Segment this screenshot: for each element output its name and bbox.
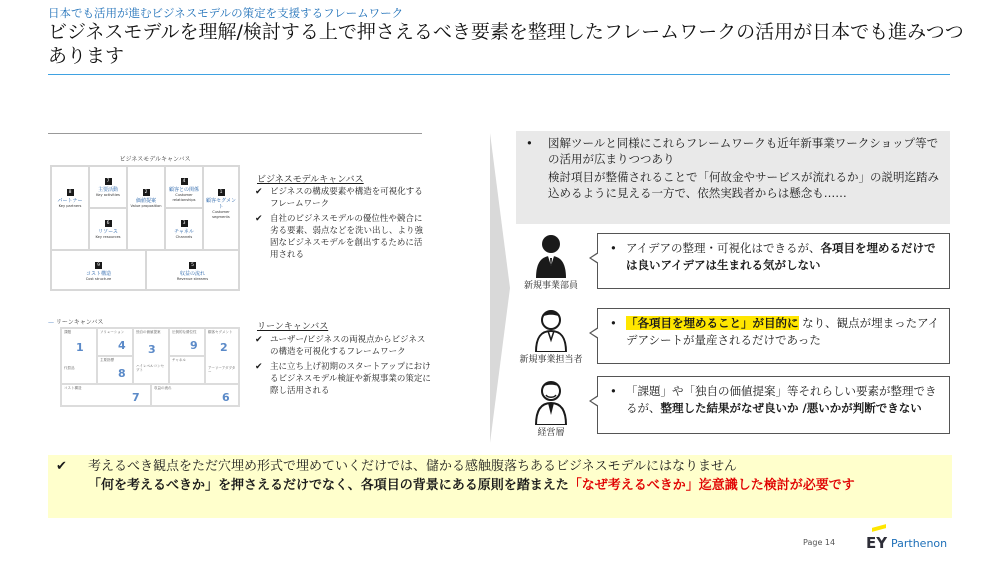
bmc-cell-label: 価値提案 bbox=[135, 198, 156, 204]
quote-bubble bbox=[597, 376, 950, 434]
bmc-cell-number: 4 bbox=[181, 178, 188, 185]
logo-parthenon-text: Parthenon bbox=[891, 537, 948, 550]
bmc-cell-label-en: Cost structure bbox=[85, 277, 112, 281]
quote-text: 「課題」や「独自の価値提案」等それらしい要素が整理できるが、 bbox=[626, 384, 937, 415]
quote-emphasis: 整理した結果がなぜ良いか /悪いかが判断できない bbox=[660, 401, 922, 415]
bmc-cell-label: リソース bbox=[98, 229, 118, 235]
lean-cell-label: チャネル bbox=[172, 358, 186, 362]
lean-cell bbox=[151, 384, 239, 406]
quote-text: なり、観点が埋まったアイデアシートが量産されるだけであった bbox=[626, 316, 940, 347]
lean-cell bbox=[61, 384, 151, 406]
bmc-cell-label-en: Key activities bbox=[96, 193, 120, 197]
persona-executive bbox=[516, 379, 586, 438]
bmc-cell-value bbox=[127, 166, 165, 250]
bullet-dot-icon: • bbox=[610, 316, 617, 330]
bmc-cell-relationships bbox=[165, 166, 203, 208]
lean-cell-label: 独自の価値提案 bbox=[136, 330, 161, 334]
lean-cell-number: 6 bbox=[222, 391, 230, 404]
lean-cell-number: 4 bbox=[118, 339, 126, 352]
summary-emphasis: 「なぜ考えるべきか」迄意識した検討が必要です bbox=[568, 478, 855, 493]
check-icon: ✔ bbox=[56, 459, 67, 474]
lean-cell-number: 8 bbox=[118, 367, 126, 380]
bmc-cell-label: 顧客セグメント bbox=[206, 198, 236, 210]
bmc-cell-label-en: Value proposition bbox=[130, 204, 162, 208]
person-icon bbox=[534, 232, 568, 278]
lean-cell-label: アーリーアダプター bbox=[208, 366, 236, 374]
quote-emphasis: 各項目を埋めるだけでは良いアイデアは生まれる気がしない bbox=[626, 241, 936, 272]
title-divider bbox=[48, 74, 950, 75]
summary-text: 考えるべき観点をただ穴埋め形式で埋めていくだけでは、儲かる感触腹落ちあるビジネスモデルにはなりません bbox=[88, 459, 737, 474]
bmc-cell-label: チャネル bbox=[174, 229, 194, 235]
bmc-cell-number: 2 bbox=[143, 189, 150, 196]
bmc-cell-label-en: Customer relationships bbox=[172, 193, 196, 202]
person-icon bbox=[534, 308, 568, 352]
lean-cell-label: ハイレベルコンセプト bbox=[136, 364, 164, 372]
lean-cell bbox=[169, 356, 205, 384]
logo-ey-text: EY bbox=[866, 534, 888, 552]
bullet-dot-icon: • bbox=[526, 136, 533, 150]
logo-beam-icon bbox=[872, 524, 886, 532]
bmc-cell-label: 主要活動 bbox=[97, 187, 118, 193]
bmc-cell-channels bbox=[165, 208, 203, 250]
summary-box bbox=[48, 455, 952, 518]
lean-cell-label: 主要指標 bbox=[100, 358, 114, 362]
lean-cell-number: 2 bbox=[220, 341, 228, 354]
lean-cell bbox=[133, 328, 169, 384]
lean-figure-title-text: リーンキャンバス bbox=[55, 319, 104, 326]
persona-new-business-member bbox=[516, 232, 586, 291]
bmc-cell-label: コスト構造 bbox=[85, 271, 111, 277]
lean-heading: リーンキャンバス bbox=[257, 322, 329, 332]
page-title: ビジネスモデルを理解/検討する上で押さえるべき要素を整理したフレームワークの活用が日本でも進みつつあります bbox=[48, 21, 964, 67]
section-kicker: 日本でも活用が進むビジネスモデルの策定を支援するフレームワーク bbox=[48, 6, 404, 20]
bmc-cell-number: 6 bbox=[105, 220, 112, 227]
bullet-dot-icon: • bbox=[610, 384, 617, 398]
bmc-cell-number: 1 bbox=[218, 189, 225, 196]
bmc-cell-segments bbox=[203, 166, 239, 250]
bmc-cell-activities bbox=[89, 166, 127, 208]
chevron-arrow-icon bbox=[490, 133, 510, 443]
lean-cell-label: 代替品 bbox=[64, 366, 75, 370]
lean-figure-title: — リーンキャンバス bbox=[48, 319, 104, 326]
context-bullet bbox=[526, 135, 940, 167]
quote-bubble bbox=[597, 233, 950, 289]
lean-cell-label: ソリューション bbox=[100, 330, 125, 334]
bmc-cell-label: 収益の流れ bbox=[179, 271, 205, 277]
summary-line bbox=[56, 476, 944, 495]
bmc-cell-label-en: Key resources bbox=[95, 235, 121, 239]
lean-cell-number: 9 bbox=[190, 339, 198, 352]
bmc-cell-label-en: Channels bbox=[175, 235, 193, 239]
lean-cell bbox=[169, 328, 205, 356]
lean-bullet-list bbox=[255, 334, 433, 400]
bmc-cell-revenue bbox=[146, 250, 239, 290]
ey-parthenon-logo bbox=[866, 526, 956, 556]
bmc-cell-label-en: Key partners bbox=[58, 204, 82, 208]
bmc-cell-number: 8 bbox=[67, 189, 74, 196]
lean-cell-label: 課題 bbox=[64, 330, 71, 334]
bmc-cell-cost bbox=[51, 250, 146, 290]
bmc-heading: ビジネスモデルキャンバス bbox=[257, 175, 364, 185]
bullet-dot-icon: • bbox=[610, 241, 617, 255]
bmc-cell-number: 7 bbox=[105, 178, 112, 185]
lean-cell bbox=[205, 328, 239, 384]
persona-label: 経営層 bbox=[537, 428, 565, 438]
bmc-cell-label: 顧客との関係 bbox=[168, 187, 199, 193]
bmc-cell-number: 5 bbox=[189, 262, 196, 269]
context-bullet bbox=[526, 169, 940, 201]
bmc-cell-label-en: Revenue streams bbox=[176, 277, 209, 281]
lean-cell-number: 7 bbox=[132, 391, 140, 404]
lean-cell-label: 顧客セグメント bbox=[208, 330, 233, 334]
bmc-figure-title: ビジネスモデルキャンバス bbox=[119, 156, 191, 163]
lean-cell-number: 3 bbox=[148, 343, 156, 356]
quote-text: アイデアの整理・可視化はできるが、 bbox=[626, 241, 821, 255]
context-bullet-text: 検討項目が整備されることで「何故金やサービスが流れるか」の説明迄踏み込めるように見える一方で、依然実践者からは懸念も…… bbox=[548, 170, 939, 200]
bmc-cell-label: パートナー bbox=[57, 198, 83, 204]
context-box bbox=[516, 131, 950, 224]
bmc-cell-label-en: Customer segments bbox=[212, 210, 230, 219]
lean-cell-label: 圧倒的な優位性 bbox=[172, 330, 197, 334]
bmc-bullet: ✔ ビジネスの構成要素や構造を可視化するフレームワーク bbox=[255, 186, 425, 210]
summary-line bbox=[56, 457, 944, 476]
persona-label: 新規事業担当者 bbox=[519, 355, 583, 365]
lean-cell bbox=[97, 328, 133, 356]
lean-bullet: ✔ ユーザー/ビジネスの両視点からビジネスの構造を可視化するフレームワーク bbox=[255, 334, 433, 358]
lean-cell bbox=[61, 328, 97, 384]
bmc-cell-number: 9 bbox=[95, 262, 102, 269]
persona-new-business-lead bbox=[516, 308, 586, 365]
quote-bubble bbox=[597, 308, 950, 364]
quote-emphasis: 「各項目を埋めること」が目的に bbox=[626, 316, 799, 330]
bmc-bullet: ✔ 自社のビジネスモデルの優位性や競合に劣る要素、弱点などを洗い出し、より強固なビジネスモデルを創出するために活用される bbox=[255, 213, 425, 261]
bmc-cell-number: 3 bbox=[181, 220, 188, 227]
page-number: Page 14 bbox=[803, 538, 836, 547]
lean-cell bbox=[97, 356, 133, 384]
lean-bullet: ✔ 主に立ち上げ初期のスタートアップにおけるビジネスモデル検証や新規事業の策定に際し活用される bbox=[255, 361, 433, 397]
bmc-divider bbox=[48, 133, 422, 134]
lean-cell-label: コスト構造 bbox=[64, 386, 82, 390]
lean-cell-label: 収益の流れ bbox=[154, 386, 172, 390]
summary-text: 「何を考えるべきか」を押さえるだけでなく、各項目の背景にある原則を踏まえた bbox=[88, 478, 569, 493]
lean-canvas-figure bbox=[60, 327, 240, 407]
lean-cell-number: 1 bbox=[76, 341, 84, 354]
executive-icon bbox=[534, 379, 568, 425]
bmc-bullet-list bbox=[255, 186, 425, 264]
business-model-canvas-figure bbox=[50, 165, 240, 291]
persona-label: 新規事業部員 bbox=[523, 281, 578, 291]
bmc-cell-partners bbox=[51, 166, 89, 250]
context-bullet-text: 図解ツールと同様にこれらフレームワークも近年新事業ワークショップ等での活用が広まりつつあり bbox=[548, 136, 939, 166]
bmc-cell-resources bbox=[89, 208, 127, 250]
